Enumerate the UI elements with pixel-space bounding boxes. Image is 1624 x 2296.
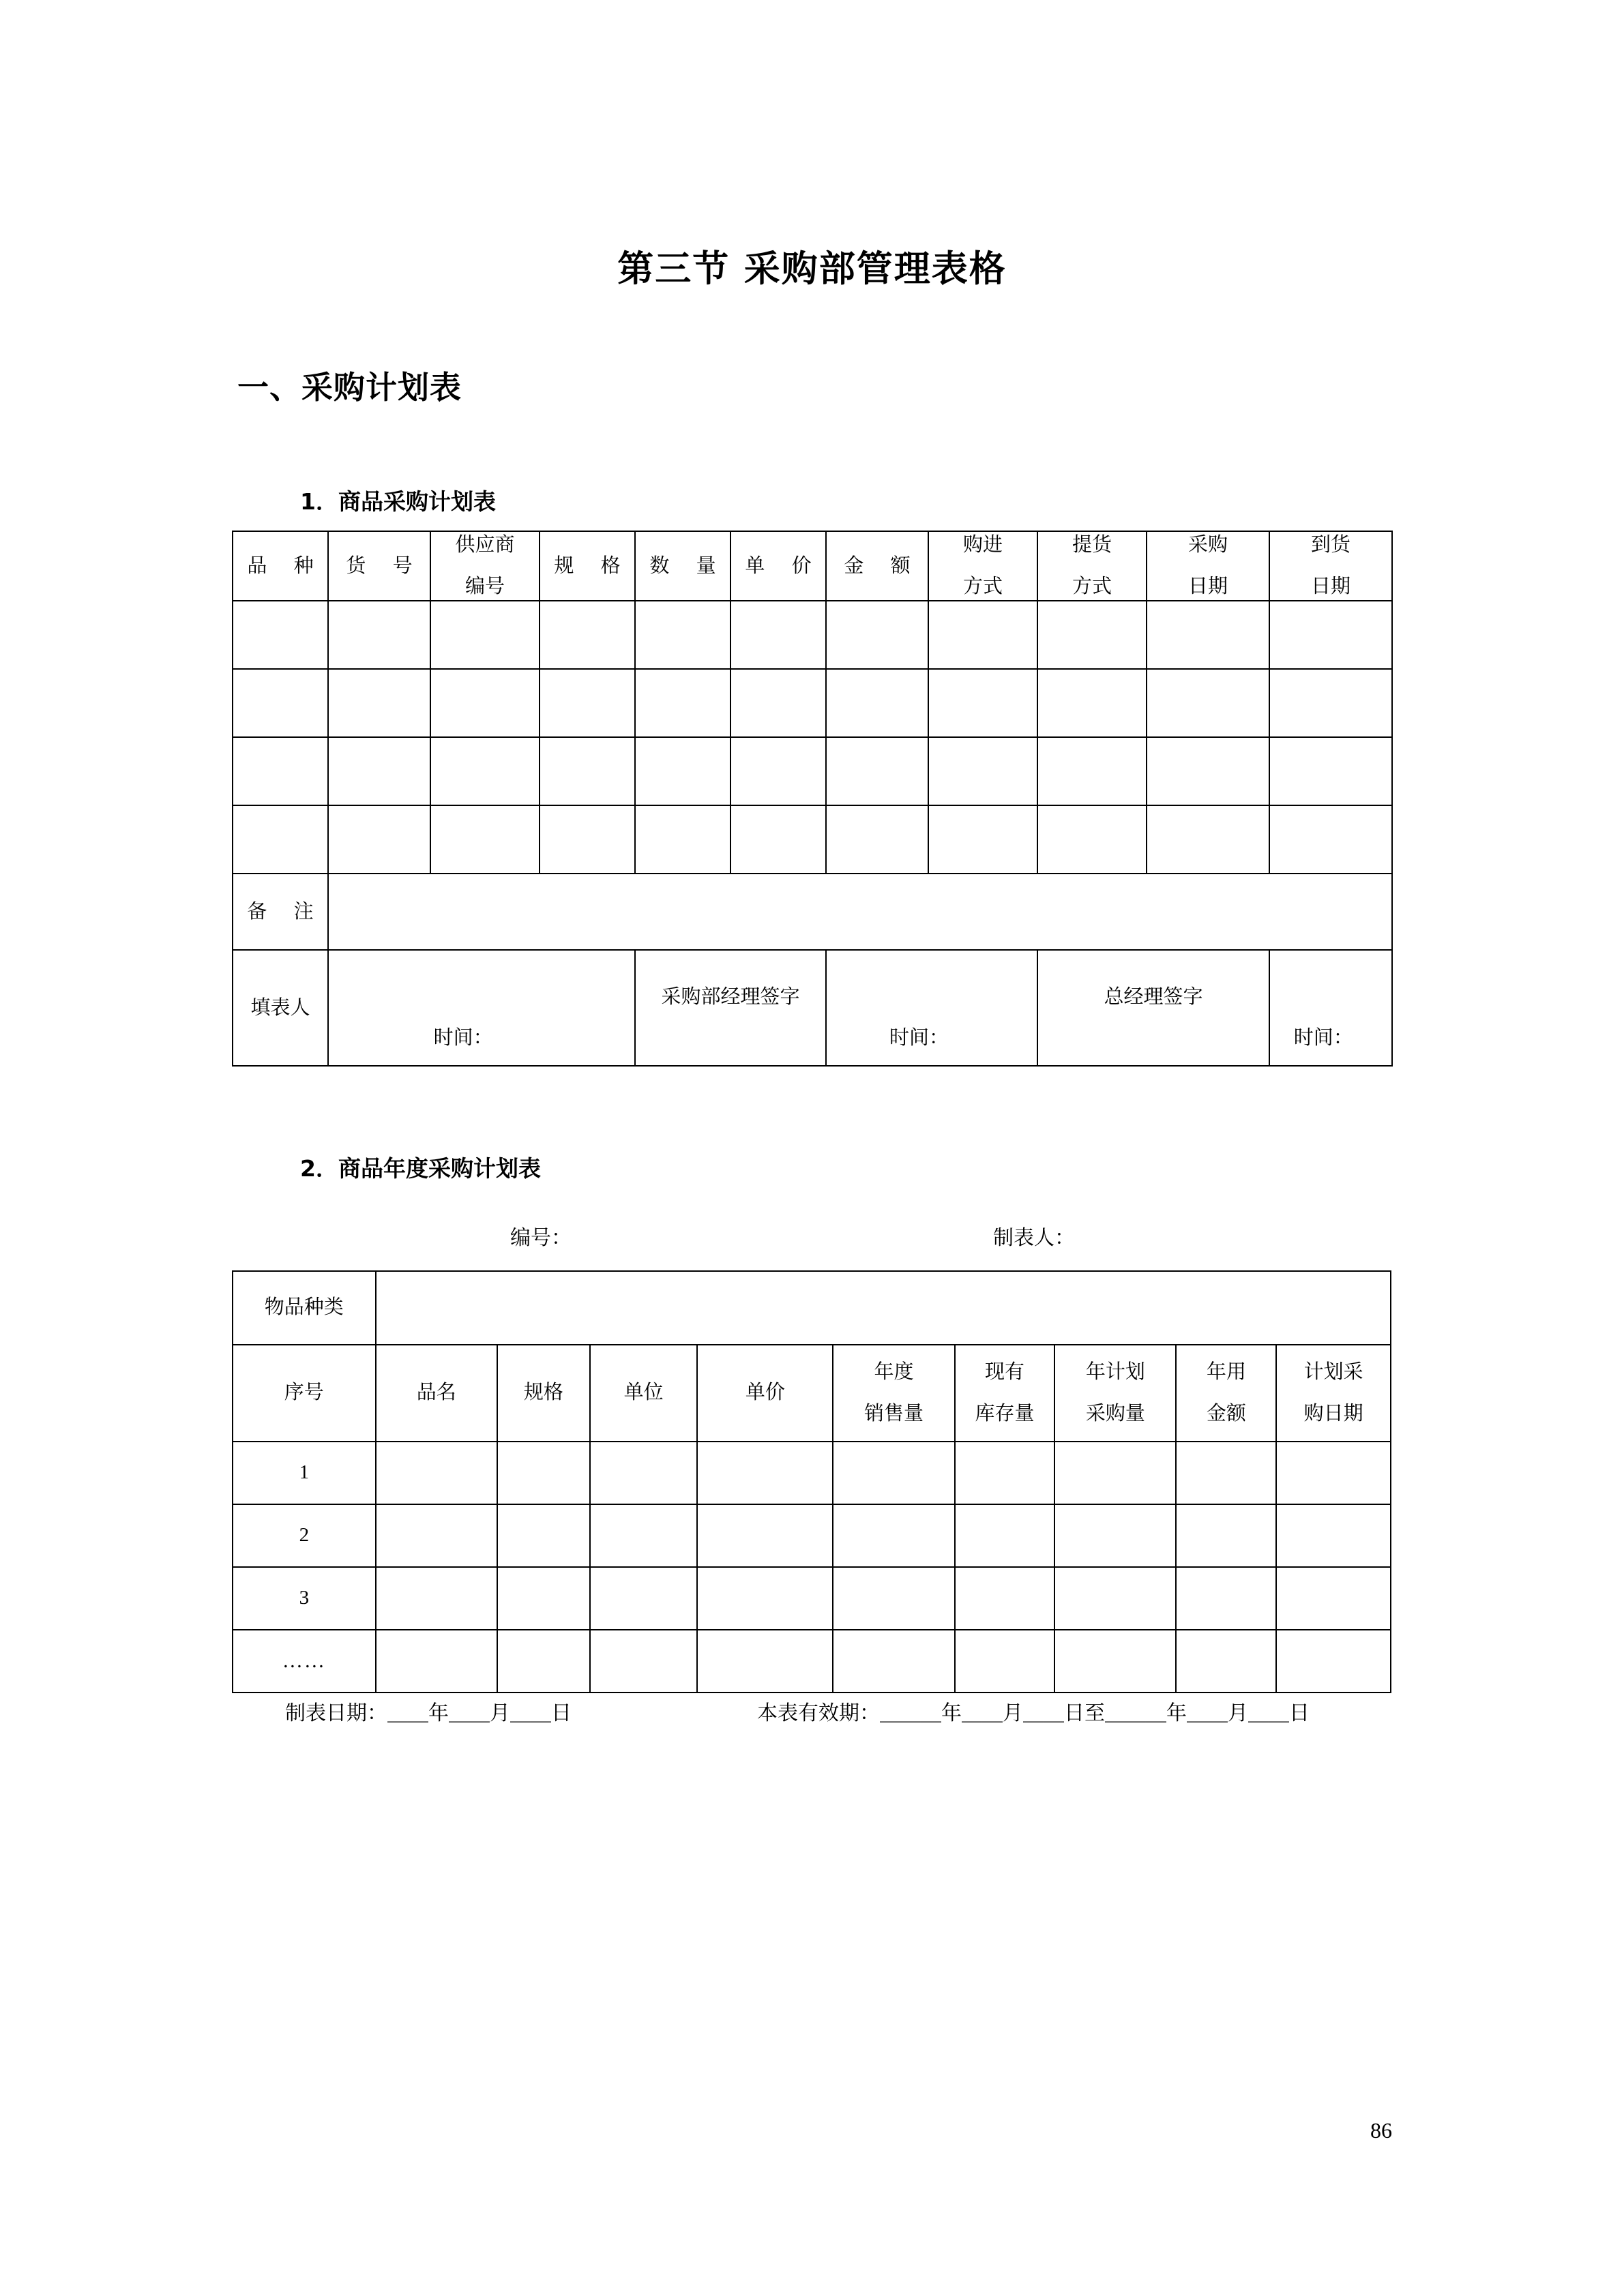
table-one-header-row: [233, 531, 1392, 601]
row-index-cell: 1: [233, 1442, 376, 1504]
cell[interactable]: [1269, 737, 1392, 805]
cell[interactable]: [833, 1567, 954, 1630]
cell[interactable]: [955, 1630, 1055, 1693]
cell[interactable]: [233, 601, 328, 669]
header-label-annual-amount-line1: 年用: [1206, 1360, 1246, 1383]
header-label-purchase-date-line2: 日期: [1187, 576, 1228, 598]
cell[interactable]: [540, 737, 635, 805]
header-cell-plan-purchase-date: [1276, 1345, 1391, 1442]
header-cell-unit-price: [697, 1345, 833, 1442]
cell[interactable]: [955, 1442, 1055, 1504]
header-label-purchase-method-line1: 购进: [962, 534, 1003, 556]
annual-purchase-plan-table: [232, 1270, 1391, 1693]
cell[interactable]: [1176, 1442, 1276, 1504]
header-label-current-stock-line1: 现有: [984, 1360, 1024, 1383]
cell[interactable]: [928, 737, 1037, 805]
cell[interactable]: [1147, 669, 1269, 737]
header-label-variety: 品 种: [247, 554, 325, 577]
cell[interactable]: [1054, 1442, 1176, 1504]
header-label-product-name: 品名: [416, 1382, 456, 1404]
header-label-plan-purchase-date-line2: 购日期: [1303, 1403, 1363, 1425]
cell[interactable]: [233, 669, 328, 737]
cell[interactable]: [826, 805, 928, 874]
made-date-value[interactable]: ＿＿年＿＿月＿＿日: [387, 1702, 572, 1725]
section-heading: 一、采购计划表: [237, 369, 462, 406]
header-cell-arrival-date: [1269, 531, 1392, 601]
cell[interactable]: [233, 737, 328, 805]
row-index-cell: ……: [233, 1630, 376, 1693]
header-label-supplier-code-line1: 供应商: [455, 534, 515, 556]
cell[interactable]: [1037, 737, 1147, 805]
header-label-annual-plan-qty-line2: 采购量: [1085, 1403, 1145, 1425]
time-label-general-manager: 时间：: [1293, 1027, 1353, 1049]
form-two-subtitle: 2．商品年度采购计划表: [300, 1155, 541, 1182]
cell[interactable]: [1037, 669, 1147, 737]
cell[interactable]: [1276, 1630, 1391, 1693]
cell[interactable]: [430, 601, 540, 669]
cell[interactable]: [697, 1567, 833, 1630]
header-label-seq: 序号: [284, 1382, 324, 1404]
made-date-line: [285, 1696, 572, 1726]
row-index-cell: 2: [233, 1504, 376, 1567]
header-label-pickup-method-line2: 方式: [1072, 576, 1112, 598]
cell[interactable]: [497, 1442, 590, 1504]
maker-label: 制表人：: [993, 1227, 1075, 1249]
preparer-label-cell: [233, 950, 328, 1066]
cell[interactable]: [1147, 601, 1269, 669]
cell[interactable]: [540, 669, 635, 737]
cell[interactable]: [328, 601, 430, 669]
remark-label-cell: [233, 874, 328, 950]
cell[interactable]: [1276, 1504, 1391, 1567]
page-number: 86: [1370, 2118, 1392, 2143]
header-cell-quantity: [635, 531, 730, 601]
form-one-subtitle: 1．商品采购计划表: [300, 488, 496, 515]
cell[interactable]: [730, 737, 826, 805]
header-cell-supplier-code: [430, 531, 540, 601]
header-cell-annual-plan-qty: [1054, 1345, 1176, 1442]
cell[interactable]: [497, 1567, 590, 1630]
cell[interactable]: [1176, 1630, 1276, 1693]
validity-label: 本表有效期：: [757, 1702, 880, 1725]
header-label-arrival-date-line2: 日期: [1310, 576, 1350, 598]
preparer-label: 填表人: [250, 996, 310, 1019]
table-row[interactable]: [233, 1442, 1391, 1504]
header-cell-spec: [540, 531, 635, 601]
header-label-arrival-date-line1: 到货: [1310, 534, 1350, 556]
purchasing-manager-label: 采购部经理签字: [661, 985, 800, 1008]
header-cell-item-no: [328, 531, 430, 601]
cell[interactable]: [928, 601, 1037, 669]
table-row[interactable]: [233, 1504, 1391, 1567]
header-cell-unit-price: [730, 531, 826, 601]
remark-row: [233, 874, 1392, 950]
cell[interactable]: [1147, 805, 1269, 874]
cell[interactable]: [376, 1504, 497, 1567]
code-label: 编号：: [510, 1227, 572, 1249]
cell[interactable]: [590, 1567, 697, 1630]
cell[interactable]: [928, 669, 1037, 737]
cell[interactable]: [955, 1504, 1055, 1567]
general-manager-time-cell[interactable]: [1269, 950, 1392, 1066]
table-row[interactable]: [233, 669, 1392, 737]
form-two-maker-line: [993, 1221, 1075, 1251]
category-value-cell[interactable]: [376, 1271, 1391, 1345]
header-cell-product-name: [376, 1345, 497, 1442]
cell[interactable]: [328, 737, 430, 805]
general-manager-signature-cell[interactable]: [1037, 950, 1269, 1066]
purchasing-manager-time-cell[interactable]: [826, 950, 1037, 1066]
time-label-purchasing-manager: 时间：: [889, 1027, 949, 1049]
header-label-annual-sales-line1: 年度: [874, 1360, 914, 1383]
header-label-supplier-code-line2: 编号: [464, 576, 505, 598]
time-label-preparer: 时间：: [433, 1027, 493, 1049]
validity-line: [757, 1696, 1310, 1726]
cell[interactable]: [635, 669, 730, 737]
header-label-amount: 金 额: [844, 554, 921, 577]
cell[interactable]: [833, 1504, 954, 1567]
cell[interactable]: [635, 601, 730, 669]
table-row[interactable]: [233, 1567, 1391, 1630]
made-date-label: 制表日期：: [285, 1702, 387, 1725]
header-label-unit: 单位: [623, 1382, 664, 1404]
category-label-cell: [233, 1271, 376, 1345]
header-label-annual-plan-qty-line1: 年计划: [1085, 1360, 1145, 1383]
header-label-unit-price: 单 价: [745, 554, 823, 577]
header-cell-variety: [233, 531, 328, 601]
cell[interactable]: [635, 805, 730, 874]
cell[interactable]: [328, 805, 430, 874]
commodity-purchase-plan-table: [232, 531, 1393, 1067]
general-manager-label: 总经理签字: [1104, 985, 1203, 1008]
cell[interactable]: [1054, 1504, 1176, 1567]
cell[interactable]: [590, 1442, 697, 1504]
table-row[interactable]: [233, 601, 1392, 669]
header-label-annual-sales-line2: 销售量: [863, 1403, 924, 1425]
header-cell-purchase-date: [1147, 531, 1269, 601]
cell[interactable]: [430, 805, 540, 874]
category-label: 物品种类: [264, 1296, 344, 1319]
cell[interactable]: [540, 805, 635, 874]
header-cell-unit: [590, 1345, 697, 1442]
cell[interactable]: [955, 1567, 1055, 1630]
cell[interactable]: [430, 669, 540, 737]
cell[interactable]: [1054, 1567, 1176, 1630]
row-index-cell: 3: [233, 1567, 376, 1630]
header-label-plan-purchase-date-line1: 计划采: [1303, 1360, 1363, 1383]
remark-value-cell[interactable]: [328, 874, 1392, 950]
table-two-header-row: [233, 1345, 1391, 1442]
cell[interactable]: [1269, 805, 1392, 874]
cell[interactable]: [833, 1442, 954, 1504]
cell[interactable]: [328, 669, 430, 737]
cell[interactable]: [697, 1442, 833, 1504]
cell[interactable]: [730, 601, 826, 669]
page-title: 第三节 采购部管理表格: [617, 248, 1007, 290]
table-row[interactable]: [233, 1630, 1391, 1693]
header-label-unit-price: 单价: [745, 1382, 785, 1404]
header-label-pickup-method-line1: 提货: [1072, 534, 1112, 556]
table-row[interactable]: [233, 737, 1392, 805]
cell[interactable]: [1037, 601, 1147, 669]
validity-value[interactable]: ＿＿＿年＿＿月＿＿日至＿＿＿年＿＿月＿＿日: [880, 1702, 1310, 1725]
header-label-quantity: 数 量: [649, 554, 727, 577]
cell[interactable]: [928, 805, 1037, 874]
cell[interactable]: [1176, 1567, 1276, 1630]
header-cell-annual-amount: [1176, 1345, 1276, 1442]
cell[interactable]: [1269, 601, 1392, 669]
header-label-current-stock-line2: 库存量: [975, 1403, 1035, 1425]
cell[interactable]: [1176, 1504, 1276, 1567]
cell[interactable]: [376, 1567, 497, 1630]
signature-row: [233, 950, 1392, 1066]
cell[interactable]: [1054, 1630, 1176, 1693]
cell[interactable]: [497, 1504, 590, 1567]
cell[interactable]: [833, 1630, 954, 1693]
cell[interactable]: [730, 805, 826, 874]
cell[interactable]: [590, 1630, 697, 1693]
header-label-annual-amount-line2: 金额: [1206, 1403, 1246, 1425]
cell[interactable]: [590, 1504, 697, 1567]
header-label-purchase-method-line2: 方式: [962, 576, 1003, 598]
header-cell-current-stock: [955, 1345, 1055, 1442]
header-cell-purchase-method: [928, 531, 1037, 601]
header-cell-spec: [497, 1345, 590, 1442]
cell[interactable]: [497, 1630, 590, 1693]
header-cell-seq: [233, 1345, 376, 1442]
cell[interactable]: [376, 1442, 497, 1504]
header-cell-amount: [826, 531, 928, 601]
header-cell-pickup-method: [1037, 531, 1147, 601]
form-two-code-line: [510, 1221, 572, 1251]
cell[interactable]: [635, 737, 730, 805]
cell[interactable]: [540, 601, 635, 669]
cell[interactable]: [1037, 805, 1147, 874]
header-label-spec: 规格: [523, 1382, 563, 1404]
cell[interactable]: [1276, 1567, 1391, 1630]
cell[interactable]: [430, 737, 540, 805]
cell[interactable]: [1147, 737, 1269, 805]
header-label-spec: 规 格: [554, 554, 632, 577]
cell[interactable]: [826, 601, 928, 669]
cell[interactable]: [1276, 1442, 1391, 1504]
header-cell-annual-sales: [833, 1345, 954, 1442]
preparer-time-cell[interactable]: [328, 950, 635, 1066]
header-label-purchase-date-line1: 采购: [1187, 534, 1228, 556]
cell[interactable]: [1269, 669, 1392, 737]
cell[interactable]: [826, 669, 928, 737]
cell[interactable]: [233, 805, 328, 874]
cell[interactable]: [697, 1504, 833, 1567]
cell[interactable]: [376, 1630, 497, 1693]
cell[interactable]: [826, 737, 928, 805]
header-label-item-no: 货 号: [346, 554, 424, 577]
category-row: [233, 1271, 1391, 1345]
table-row[interactable]: [233, 805, 1392, 874]
remark-label: 备 注: [247, 900, 325, 923]
cell[interactable]: [697, 1630, 833, 1693]
purchasing-manager-signature-cell[interactable]: [635, 950, 826, 1066]
cell[interactable]: [730, 669, 826, 737]
